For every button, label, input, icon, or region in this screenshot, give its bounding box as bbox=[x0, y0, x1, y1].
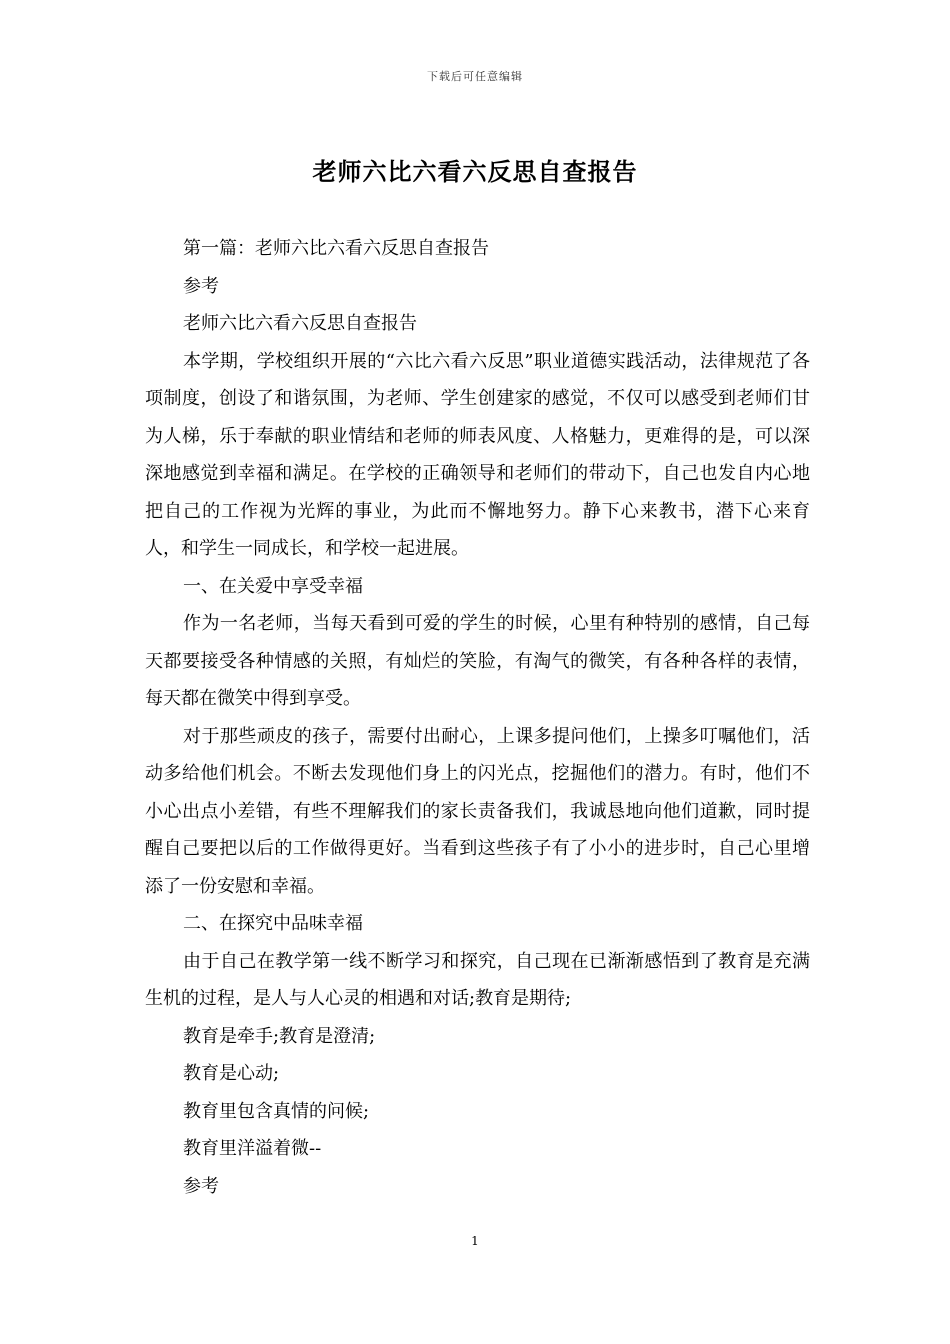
document-body bbox=[145, 230, 810, 1205]
paragraph: 教育是心动; bbox=[183, 1063, 280, 1084]
paragraph: 教育里包含真情的问候; bbox=[183, 1100, 370, 1122]
document-title: 老师六比六看六反思自查报告 bbox=[312, 157, 638, 186]
paragraph: 对于那些顽皮的孩子，需要付出耐心，上课多提问他们，上操多叮嘱他们，活动多给他们机会。不断去发现他们身上的闪光点，挖掘他们的潜力。有时，他们不小心出点小差错，有些不理解我们的家长责备我们，我诚恳地向他们道歉，同时提醒自己要把以后的工作做得更好。当看到这些孩子有了小小的进步时，自己心里增添了一份安慰和幸福。 bbox=[145, 725, 810, 897]
paragraph: 参考 bbox=[183, 275, 219, 297]
paragraph: 第一篇：老师六比六看六反思自查报告 bbox=[183, 238, 489, 259]
paragraph: 参考 bbox=[183, 1175, 219, 1197]
paragraph: 教育是牵手;教育是澄清; bbox=[183, 1025, 376, 1047]
paragraph: 由于自己在教学第一线不断学习和探究，自己现在已渐渐感悟到了教育是充满生机的过程，是人与人心灵的相遇和对话;教育是期待; bbox=[145, 950, 810, 1009]
header-note: 下载后可任意编辑 bbox=[427, 70, 523, 83]
paragraph: 老师六比六看六反思自查报告 bbox=[183, 313, 417, 334]
paragraph: 本学期，学校组织开展的“六比六看六反思”职业道德实践活动，法律规范了各项制度，创设了和谐氛围，为老师、学生创建家的感觉，不仅可以感受到老师们甘为人梯，乐于奉献的职业情结和老师的师表风度、人格魅力，更难得的是，可以深深地感觉到幸福和满足。在学校的正确领导和老师们的带动下，自己也发自内心地把自己的工作视为光辉的事业，为此而不懈地努力。静下心来教书，潜下心来育人，和学生一同成长，和学校一起进展。 bbox=[145, 350, 810, 559]
section-heading: 一、在关爱中享受幸福 bbox=[183, 575, 363, 597]
paragraph: 作为一名老师，当每天看到可爱的学生的时候，心里有种特别的感情，自己每天都要接受各种情感的关照，有灿烂的笑脸，有淘气的微笑，有各种各样的表情，每天都在微笑中得到享受。 bbox=[145, 613, 810, 709]
paragraph: 教育里洋溢着微-- bbox=[183, 1138, 322, 1159]
page-number: 1 bbox=[471, 1234, 479, 1248]
section-heading: 二、在探究中品味幸福 bbox=[183, 913, 363, 934]
